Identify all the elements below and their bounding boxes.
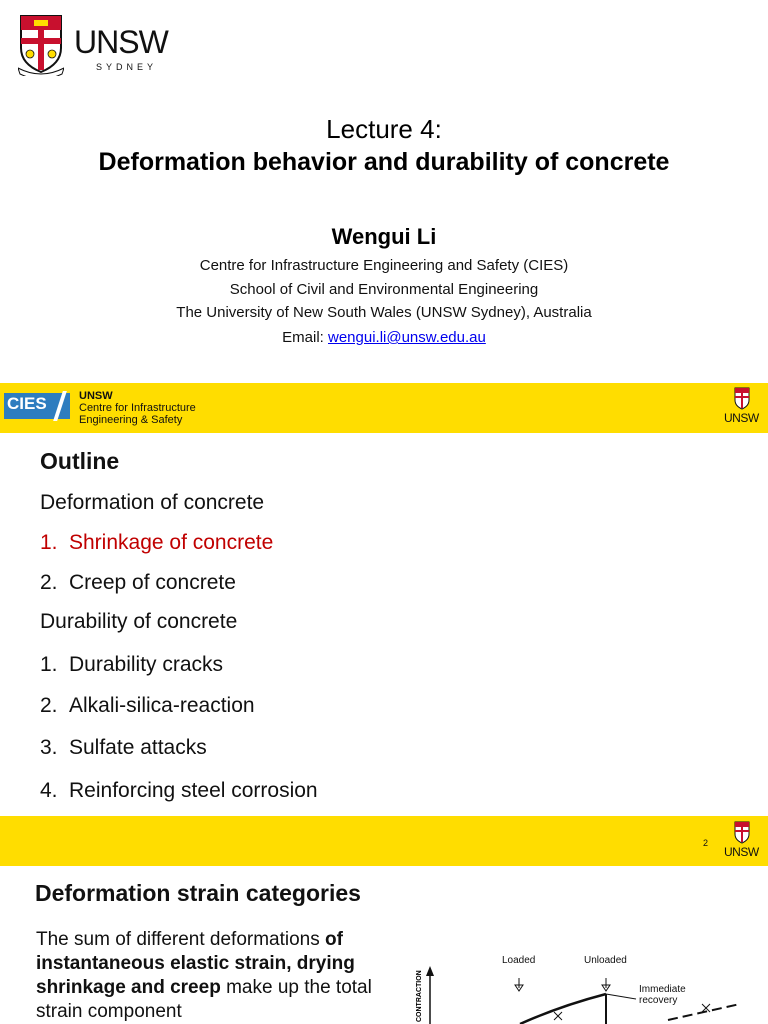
- section-durability: [40, 610, 237, 634]
- slide-heading: Deformation strain categories: [35, 880, 361, 906]
- immediate-label-line2: recovery: [639, 995, 678, 1006]
- list-item-number: 2.: [40, 571, 58, 594]
- list-item-text: Shrinkage of concrete: [69, 531, 274, 554]
- affiliation-university: The University of New South Wales (UNSW Sydney), Australia: [176, 304, 592, 321]
- header-banner: [0, 383, 768, 433]
- banner-logo-wordmark: UNSW: [724, 411, 759, 425]
- list-item-shrinkage: [40, 531, 273, 555]
- list-item-corrosion: [40, 779, 318, 803]
- list-item-sulfate: [40, 736, 207, 760]
- list-item-text: Durability cracks: [69, 653, 224, 676]
- logo-subtitle: SYDNEY: [96, 62, 158, 72]
- footer-banner: [0, 816, 768, 866]
- unloaded-label: Unloaded: [584, 955, 627, 966]
- logo-wordmark: UNSW: [74, 24, 168, 60]
- title-slide: [0, 0, 768, 383]
- strain-categories-slide: [0, 866, 768, 1024]
- list-item-number: 3.: [40, 736, 58, 759]
- footer-logo-wordmark: UNSW: [724, 845, 759, 859]
- author-name: Wengui Li: [331, 224, 437, 249]
- list-item-creep: [40, 571, 236, 595]
- immediate-label-line1: Immediate: [639, 984, 686, 995]
- unsw-crest-icon: [734, 387, 750, 411]
- list-item-text: Durability of concrete: [40, 610, 238, 633]
- cies-label: CIES: [7, 394, 47, 413]
- lecture-number: Lecture 4:: [326, 114, 442, 144]
- lecture-title: Deformation behavior and durability of concrete: [98, 148, 670, 176]
- unsw-crest-icon: [18, 14, 64, 76]
- list-item-text: Reinforcing steel corrosion: [69, 779, 318, 802]
- list-item-number: 2.: [40, 694, 58, 717]
- list-item-asr: [40, 694, 255, 718]
- axis-label: CONTRACTION: [416, 970, 423, 1022]
- banner-unsw-logo: [724, 387, 764, 429]
- unsw-logo: [18, 14, 188, 84]
- immediate-recovery-label: [639, 984, 686, 1006]
- unsw-crest-icon: [734, 821, 750, 845]
- list-item-number: 4.: [40, 779, 58, 802]
- list-item-text: Alkali-silica-reaction: [69, 694, 255, 717]
- affiliation-school: School of Civil and Environmental Engineering: [229, 281, 539, 298]
- intro-paragraph: [36, 928, 396, 1024]
- section-deformation: [40, 491, 264, 515]
- banner-centre-line2: Engineering & Safety: [79, 414, 183, 426]
- para-text-end: make up the total strain component: [36, 977, 372, 1022]
- footer-unsw-logo: [724, 821, 764, 863]
- list-item-text: Sulfate attacks: [69, 736, 207, 759]
- list-item-number: 1.: [40, 653, 58, 676]
- email-link[interactable]: wengui.li@unsw.edu.au: [328, 329, 486, 346]
- list-item-text: Deformation of concrete: [40, 491, 265, 514]
- list-item-text: Creep of concrete: [69, 571, 236, 594]
- banner-unsw: UNSW: [79, 390, 113, 402]
- banner-centre-line1: Centre for Infrastructure: [79, 402, 196, 414]
- list-item-durability-cracks: [40, 653, 223, 677]
- loaded-label: Loaded: [502, 955, 536, 966]
- para-text: The sum of different deformations: [36, 929, 326, 950]
- page-number: 2: [703, 838, 709, 848]
- list-item-number: 1.: [40, 531, 58, 554]
- outline-slide: [0, 383, 768, 866]
- para-bold-text: of instantaneous elastic strain, drying shrinkage and creep: [36, 929, 355, 998]
- affiliation-centre: Centre for Infrastructure Engineering and Safety (CIES): [199, 257, 569, 274]
- email-line: [0, 329, 768, 346]
- outline-heading: Outline: [40, 448, 120, 474]
- email-label: Email:: [282, 329, 324, 346]
- strain-diagram: [410, 954, 768, 1024]
